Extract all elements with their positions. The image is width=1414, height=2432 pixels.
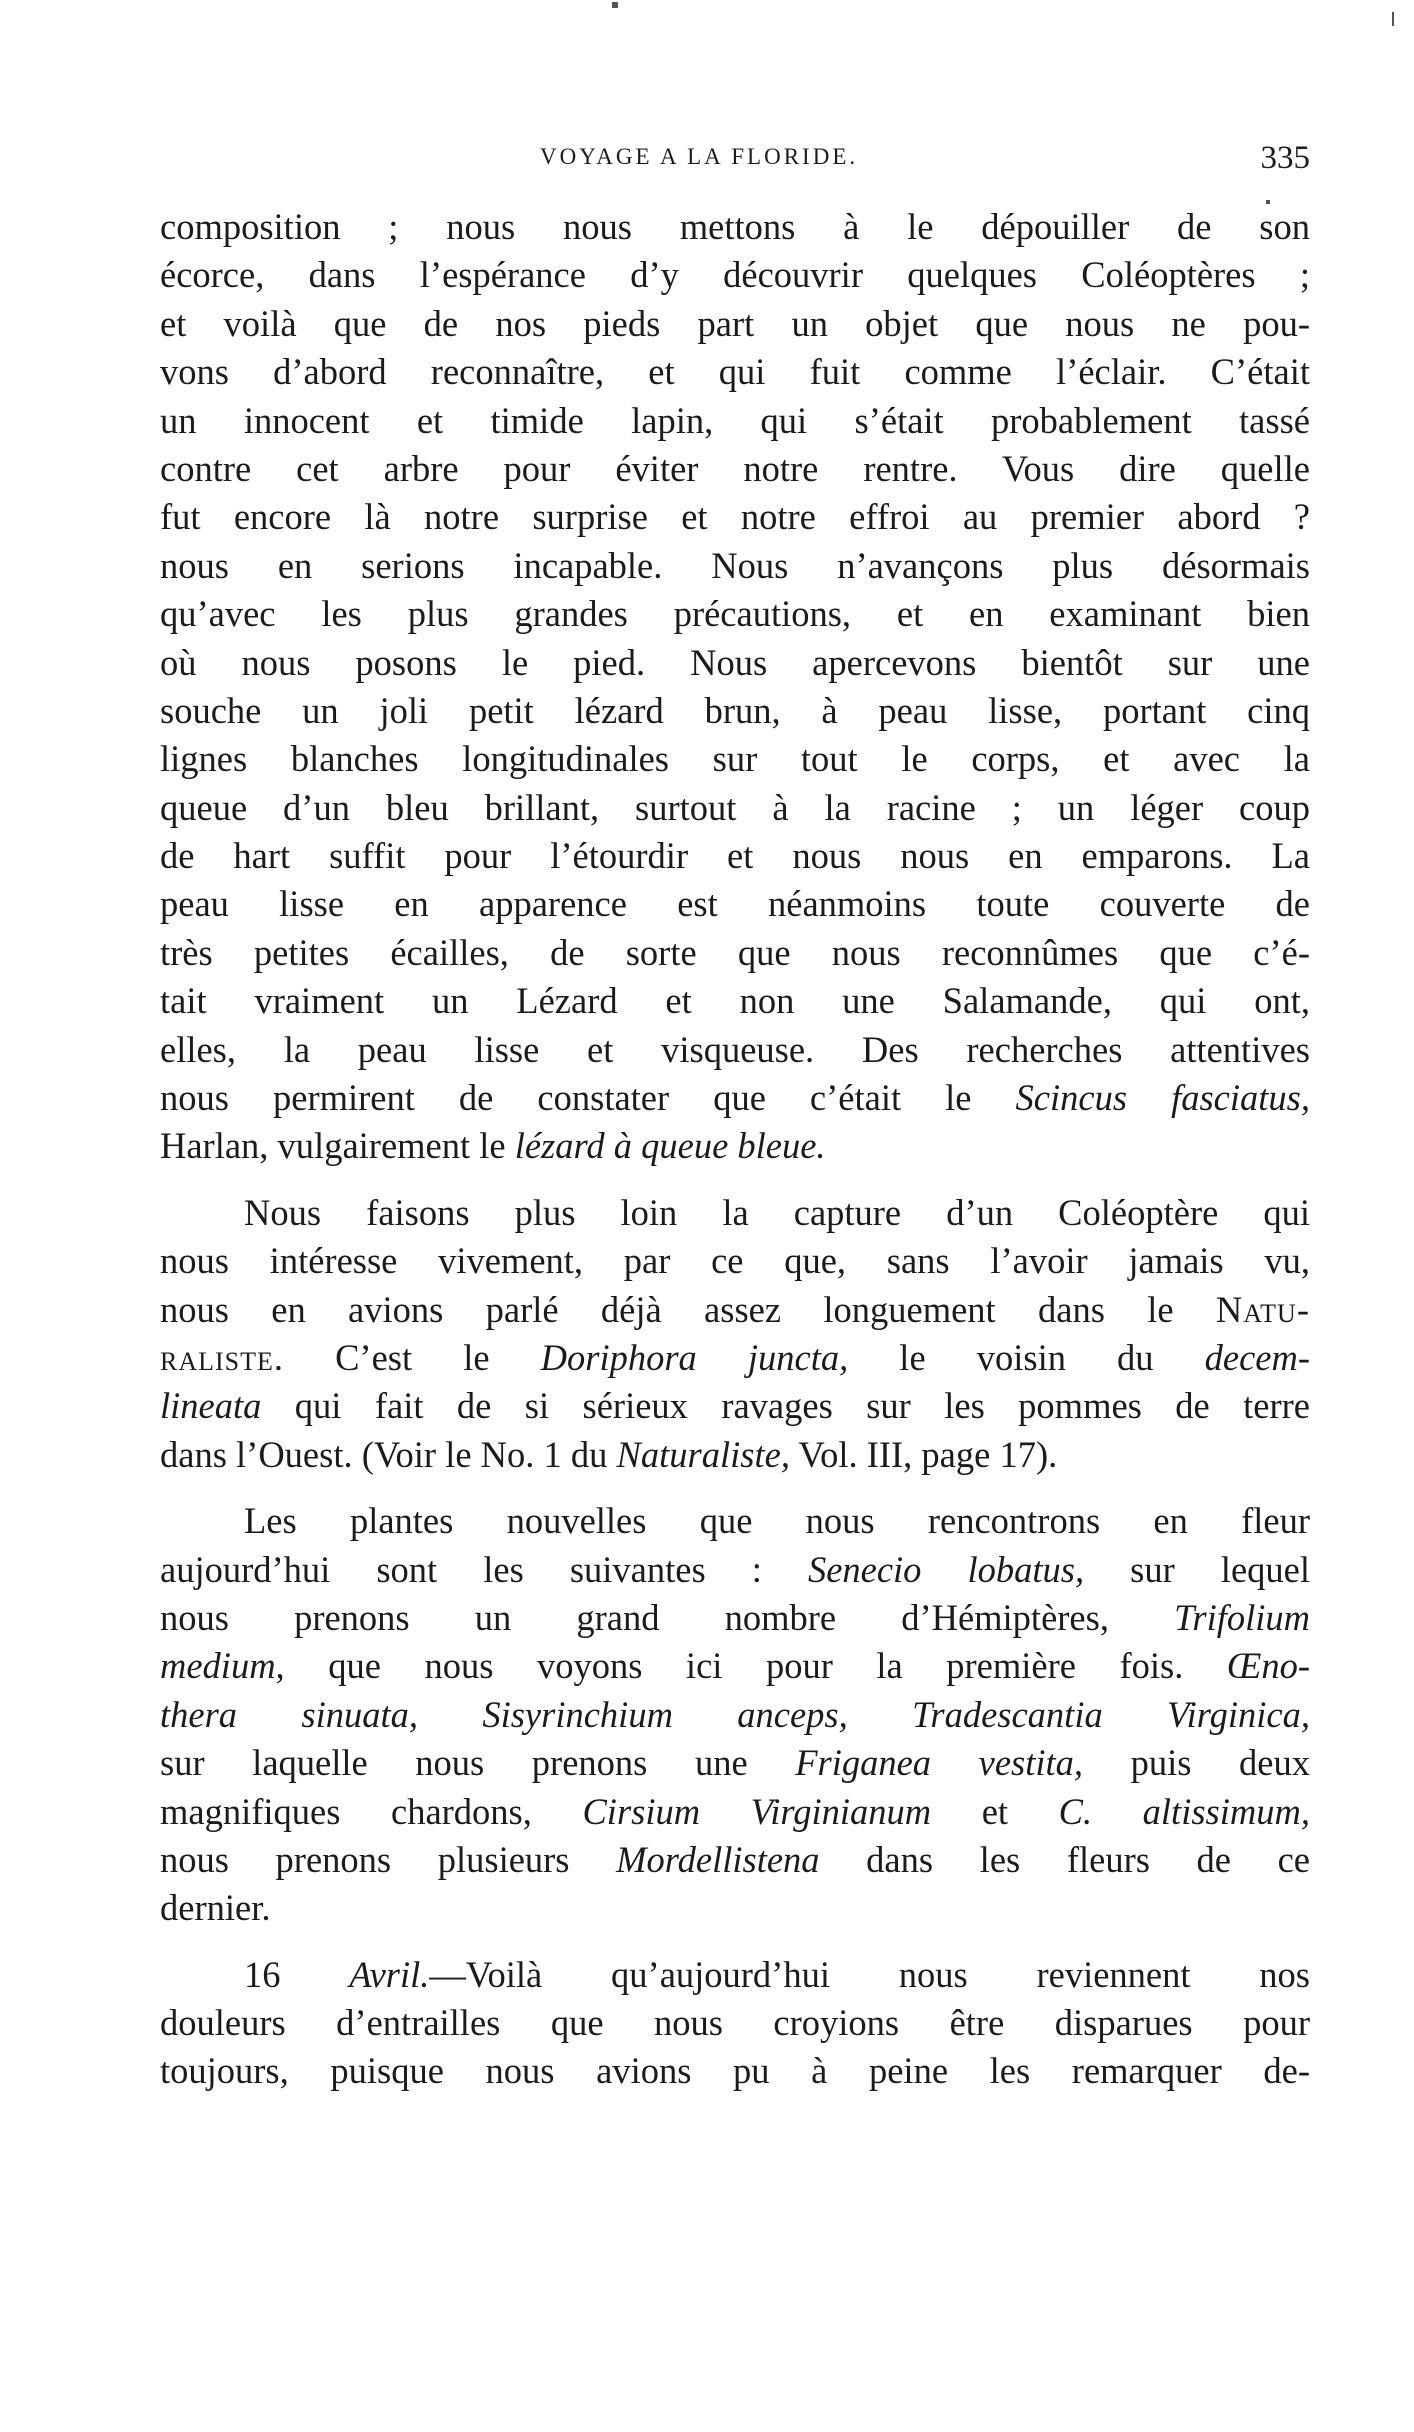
- text-line: [160, 1286, 1310, 1334]
- text-segment: 16: [244, 1953, 350, 1995]
- text-segment: aujourd’hui sont les suivantes :: [160, 1548, 808, 1590]
- text-line: [160, 1497, 1310, 1545]
- text-line: [160, 445, 1310, 493]
- text-line: [160, 687, 1310, 735]
- text-line: [160, 1546, 1310, 1594]
- italic-text: lineata: [160, 1385, 262, 1427]
- italic-text: lézard à queue bleue.: [514, 1125, 826, 1167]
- text-segment: très petites écailles, de sorte que nous reconnûmes que c’é-: [160, 931, 1310, 973]
- text-segment: dans l’Ouest. (Voir le No. 1 du: [160, 1433, 617, 1475]
- text-segment: dernier.: [160, 1887, 271, 1929]
- text-segment: Les plantes nouvelles que nous rencontrons en fleur: [244, 1500, 1310, 1542]
- text-segment: qui fait de si sérieux ravages sur les pommes de terre: [261, 1385, 1310, 1427]
- text-line: [160, 880, 1310, 928]
- text-segment: le voisin du: [848, 1336, 1205, 1378]
- text-line: [160, 1334, 1310, 1382]
- paragraph: [160, 1497, 1310, 1933]
- italic-text: decem-: [1204, 1336, 1310, 1378]
- text-segment: C’est le: [284, 1336, 541, 1378]
- text-line: [160, 1951, 1310, 1999]
- text-segment: Nous faisons plus loin la capture d’un Coléoptère qui: [244, 1191, 1310, 1233]
- italic-text: Cirsium Virginianum: [582, 1790, 932, 1832]
- text-line: [160, 1691, 1310, 1739]
- text-segment: —Voilà qu’aujourd’hui nous reviennent nos: [429, 1953, 1310, 1995]
- text-segment: dans les fleurs de ce: [819, 1838, 1310, 1880]
- text-segment: et voilà que de nos pieds part un objet que nous ne pou-: [160, 302, 1310, 344]
- text-line: [160, 1788, 1310, 1836]
- text-segment: peau lisse en apparence est néanmoins toute couverte de: [160, 883, 1310, 925]
- italic-text: Friganea vestita,: [795, 1742, 1084, 1784]
- text-line: [160, 348, 1310, 396]
- text-line: [160, 1431, 1310, 1479]
- text-line: [160, 203, 1310, 251]
- body-text: [160, 203, 1310, 2096]
- text-segment: qu’avec les plus grandes précautions, et en examinant bien: [160, 593, 1310, 635]
- print-speck: [1392, 12, 1394, 26]
- text-segment: douleurs d’entrailles que nous croyions être disparues pour: [160, 2002, 1310, 2044]
- text-segment: composition ; nous nous mettons à le dépouiller de son: [160, 206, 1310, 247]
- text-segment: écorce, dans l’espérance d’y découvrir quelques Coléoptères ;: [160, 254, 1310, 296]
- text-segment: nous prenons un grand nombre d’Hémiptères,: [160, 1596, 1175, 1638]
- text-line: [160, 639, 1310, 687]
- paragraph-gap: [160, 1171, 1310, 1189]
- italic-text: medium,: [160, 1645, 285, 1687]
- italic-text: Trifolium: [1174, 1596, 1310, 1638]
- text-segment: lignes blanches longitudinales sur tout le corps, et avec la: [160, 738, 1310, 780]
- text-line: [160, 1884, 1310, 1932]
- text-segment: fut encore là notre surprise et notre effroi au premier abord ?: [160, 496, 1310, 538]
- paragraph-gap: [160, 1933, 1310, 1951]
- text-line: [160, 542, 1310, 590]
- text-line: [160, 1026, 1310, 1074]
- paragraph: [160, 203, 1310, 1171]
- text-segment: toujours, puisque nous avions pu à peine les remarquer de-: [160, 2050, 1310, 2092]
- text-line: [160, 1237, 1310, 1285]
- text-line: [160, 397, 1310, 445]
- text-segment: nous en serions incapable. Nous n’avançons plus désormais: [160, 544, 1310, 586]
- text-line: [160, 493, 1310, 541]
- paragraph: [160, 1951, 1310, 2096]
- print-speck: [612, 2, 618, 8]
- text-line: [160, 251, 1310, 299]
- text-line: [160, 735, 1310, 783]
- text-segment: tait vraiment un Lézard et non une Salamande, qui ont,: [160, 980, 1310, 1022]
- text-line: [160, 1642, 1310, 1690]
- small-caps-text: raliste.: [160, 1336, 285, 1378]
- italic-text: C. altissimum,: [1058, 1790, 1310, 1832]
- text-line: [160, 300, 1310, 348]
- text-segment: de hart suffit pour l’étourdir et nous nous en emparons. La: [160, 835, 1310, 877]
- text-line: [160, 1999, 1310, 2047]
- text-segment: elles, la peau lisse et visqueuse. Des recherches attentives: [160, 1028, 1310, 1070]
- text-segment: un innocent et timide lapin, qui s’était probablement tassé: [160, 399, 1310, 441]
- paragraph-gap: [160, 1479, 1310, 1497]
- text-segment: puis deux: [1083, 1742, 1310, 1784]
- text-line: [160, 1122, 1310, 1170]
- text-line: [160, 1836, 1310, 1884]
- running-head: VOYAGE A LA FLORIDE.: [540, 144, 859, 169]
- text-segment: sur laquelle nous prenons une: [160, 1742, 796, 1784]
- text-line: [160, 929, 1310, 977]
- text-line: [160, 1189, 1310, 1237]
- text-line: [160, 1382, 1310, 1430]
- text-segment: nous prenons plusieurs: [160, 1838, 617, 1880]
- text-segment: magnifiques chardons,: [160, 1790, 583, 1832]
- text-line: [160, 2047, 1310, 2095]
- italic-text: Naturaliste,: [616, 1433, 790, 1475]
- text-segment: sur lequel: [1084, 1548, 1310, 1590]
- italic-text: Œno-: [1226, 1645, 1310, 1687]
- italic-text: Doriphora juncta,: [540, 1336, 849, 1378]
- text-line: [160, 977, 1310, 1025]
- text-segment: vons d’abord reconnaître, et qui fuit comme l’éclair. C’était: [160, 351, 1310, 393]
- text-line: [160, 832, 1310, 880]
- text-segment: Vol. III, page 17).: [789, 1433, 1058, 1475]
- italic-text: Senecio lobatus,: [807, 1548, 1085, 1590]
- italic-text: Mordellistena: [616, 1838, 820, 1880]
- text-segment: contre cet arbre pour éviter notre rentre. Vous dire quelle: [160, 447, 1310, 489]
- italic-text: Scincus fasciatus,: [1015, 1077, 1310, 1119]
- paragraph: [160, 1189, 1310, 1479]
- page-number: 335: [1260, 140, 1310, 176]
- text-segment: et: [931, 1790, 1059, 1832]
- text-segment: où nous posons le pied. Nous apercevons bientôt sur une: [160, 641, 1310, 683]
- text-line: [160, 1594, 1310, 1642]
- text-segment: queue d’un bleu brillant, surtout à la racine ; un léger coup: [160, 786, 1310, 828]
- italic-text: Avril.: [349, 1953, 430, 1995]
- text-line: [160, 1739, 1310, 1787]
- small-caps-text: Natu-: [1215, 1288, 1310, 1330]
- text-segment: nous permirent de constater que c’était le: [160, 1077, 1016, 1119]
- page-header: [160, 140, 1310, 180]
- text-segment: Harlan, vulgairement le: [160, 1125, 515, 1167]
- text-segment: souche un joli petit lézard brun, à peau lisse, portant cinq: [160, 689, 1310, 731]
- text-segment: nous intéresse vivement, par ce que, sans l’avoir jamais vu,: [160, 1240, 1310, 1282]
- text-line: [160, 590, 1310, 638]
- text-segment: que nous voyons ici pour la première fois.: [284, 1645, 1227, 1687]
- text-segment: nous en avions parlé déjà assez longuement dans le: [160, 1288, 1216, 1330]
- text-line: [160, 1074, 1310, 1122]
- italic-text: thera sinuata, Sisyrinchium anceps, Tradescantia Virginica,: [160, 1693, 1310, 1735]
- text-line: [160, 784, 1310, 832]
